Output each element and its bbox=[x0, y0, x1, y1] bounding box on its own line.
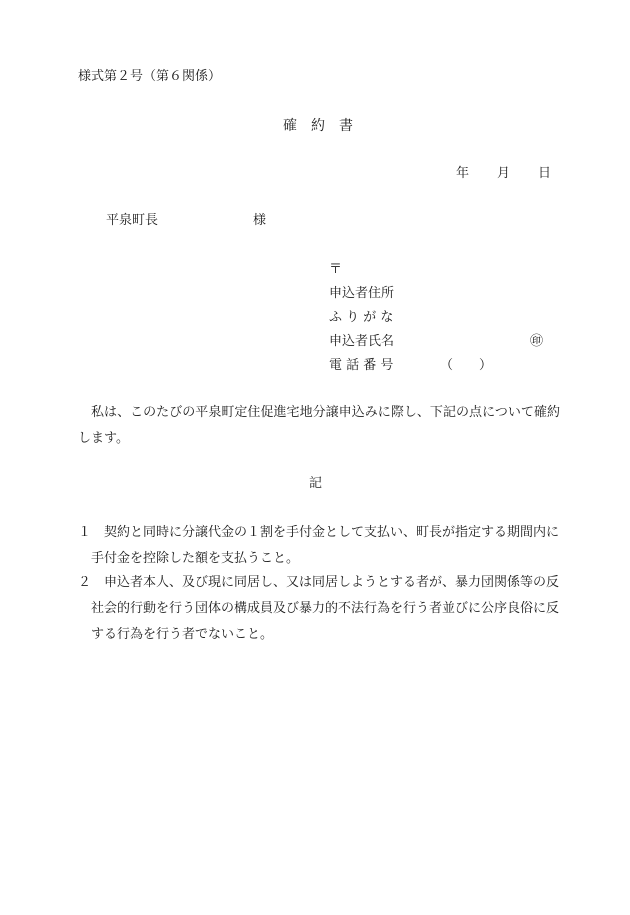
item-number: １ bbox=[78, 525, 92, 540]
furigana-label: ふ り が な bbox=[329, 310, 394, 325]
date-year: 年 bbox=[456, 166, 470, 181]
postal-mark: 〒 bbox=[329, 262, 343, 277]
item-text: 申込者本人、及び現に同居し、又は同居しようとする者が、暴力団関係等の反社会的行動を行う団体の構成員及び暴力的不法行為を行う者並びに公序良俗に反する行為を行う者でないこと。 bbox=[91, 575, 560, 642]
name-label: 申込者氏名 bbox=[329, 334, 395, 349]
ki-heading: 記 bbox=[309, 476, 323, 491]
document-title: 確 約 書 bbox=[283, 118, 353, 134]
item-number: ２ bbox=[78, 575, 92, 590]
intro-paragraph: 私は、このたびの平泉町定住促進宅地分譲申込みに際し、下記の点について確約します。 bbox=[78, 405, 560, 446]
list-item bbox=[78, 570, 560, 648]
item-text: 契約と同時に分譲代金の１割を手付金として支払い、町長が指定する期間内に手付金を控除した額を支払うこと。 bbox=[91, 525, 560, 566]
phone-label: 電 話 番 号 bbox=[329, 358, 394, 373]
seal-mark: ㊞ bbox=[530, 334, 544, 349]
phone-parentheses: （ ） bbox=[440, 358, 493, 373]
date-month: 月 bbox=[497, 166, 511, 181]
date-day: 日 bbox=[538, 166, 552, 181]
address-label: 申込者住所 bbox=[329, 286, 395, 301]
addressee-honorific: 様 bbox=[253, 213, 267, 228]
addressee-name: 平泉町長 bbox=[106, 213, 159, 228]
form-number: 様式第２号（第６関係） bbox=[78, 69, 222, 84]
list-item bbox=[78, 520, 560, 572]
